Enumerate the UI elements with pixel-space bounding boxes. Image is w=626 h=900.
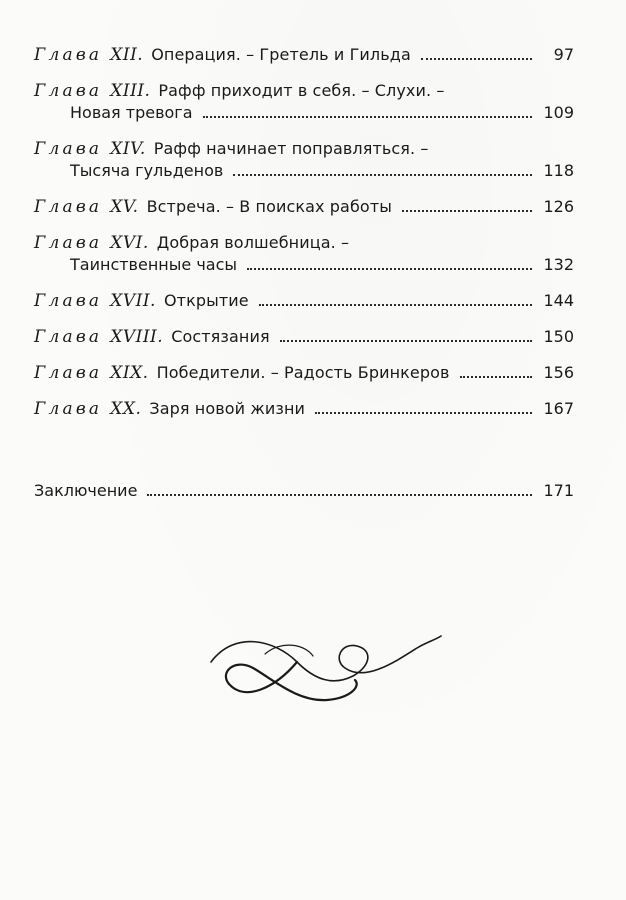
leader-dots	[402, 210, 532, 212]
toc-entry-xx[interactable]	[34, 398, 574, 420]
chapter-label: Глава	[34, 399, 103, 419]
page-number: 126	[543, 197, 574, 216]
chapter-numeral: XV.	[110, 197, 139, 217]
ornamental-flourish-icon	[205, 610, 445, 720]
page-number: 171	[543, 481, 574, 500]
chapter-title: Встреча. – В поисках работы	[146, 197, 392, 216]
chapter-title: Операция. – Гретель и Гильда	[151, 45, 411, 64]
page-number: 167	[543, 399, 574, 418]
chapter-numeral: XIX.	[110, 363, 149, 383]
leader-dots	[259, 304, 532, 306]
chapter-label: Глава	[34, 45, 103, 65]
page-number: 156	[543, 363, 574, 382]
chapter-label: Глава	[34, 139, 103, 159]
chapter-numeral: XII.	[110, 45, 144, 65]
page-number: 144	[543, 291, 574, 310]
toc-entry-xii[interactable]	[34, 44, 574, 66]
chapter-title-continuation: Новая тревога	[70, 103, 193, 122]
chapter-title-continuation: Тысяча гульденов	[70, 161, 224, 180]
chapter-label: Глава	[34, 81, 103, 101]
chapter-numeral: XX.	[110, 399, 142, 419]
chapter-numeral: XVII.	[110, 291, 156, 311]
toc-entry-xvi[interactable]	[34, 232, 574, 276]
toc-entry-xv[interactable]	[34, 196, 574, 218]
leader-dots	[280, 340, 532, 342]
toc-entry-xiii[interactable]	[34, 80, 574, 124]
leader-dots	[233, 174, 532, 176]
page-number: 97	[553, 45, 574, 64]
page-number: 150	[543, 327, 574, 346]
leader-dots	[203, 116, 532, 118]
page-number: 132	[543, 255, 574, 274]
chapter-title: Открытие	[163, 291, 249, 310]
toc-entry-xiv[interactable]	[34, 138, 574, 182]
chapter-title: Рафф приходит в себя. – Слухи. –	[158, 81, 445, 100]
chapter-numeral: XVI.	[110, 233, 149, 253]
chapter-numeral: XIII.	[110, 81, 151, 101]
chapter-label: Глава	[34, 233, 103, 253]
toc-entry-xviii[interactable]	[34, 326, 574, 348]
chapter-label: Глава	[34, 291, 103, 311]
chapter-label: Глава	[34, 327, 103, 347]
leader-dots	[460, 376, 532, 378]
chapter-numeral: XIV.	[110, 139, 146, 159]
leader-dots	[147, 494, 532, 496]
chapter-label: Глава	[34, 197, 103, 217]
chapter-title: Победители. – Радость Бринкеров	[156, 363, 450, 382]
toc-entry-xix[interactable]	[34, 362, 574, 384]
chapter-numeral: XVIII.	[110, 327, 164, 347]
leader-dots	[421, 58, 532, 60]
chapter-title: Заря новой жизни	[149, 399, 306, 418]
chapter-title: Рафф начинает поправляться. –	[153, 139, 429, 158]
chapter-title: Состязания	[171, 327, 270, 346]
toc-entry-conclusion[interactable]	[34, 480, 574, 502]
leader-dots	[247, 268, 532, 270]
toc-entry-xvii[interactable]	[34, 290, 574, 312]
chapter-title: Добрая волшебница. –	[156, 233, 350, 252]
chapter-label: Глава	[34, 363, 103, 383]
page-number: 109	[543, 103, 574, 122]
page-number: 118	[543, 161, 574, 180]
leader-dots	[315, 412, 532, 414]
chapter-title-continuation: Таинственные часы	[70, 255, 237, 274]
conclusion-title: Заключение	[34, 481, 138, 500]
table-of-contents	[34, 44, 574, 420]
